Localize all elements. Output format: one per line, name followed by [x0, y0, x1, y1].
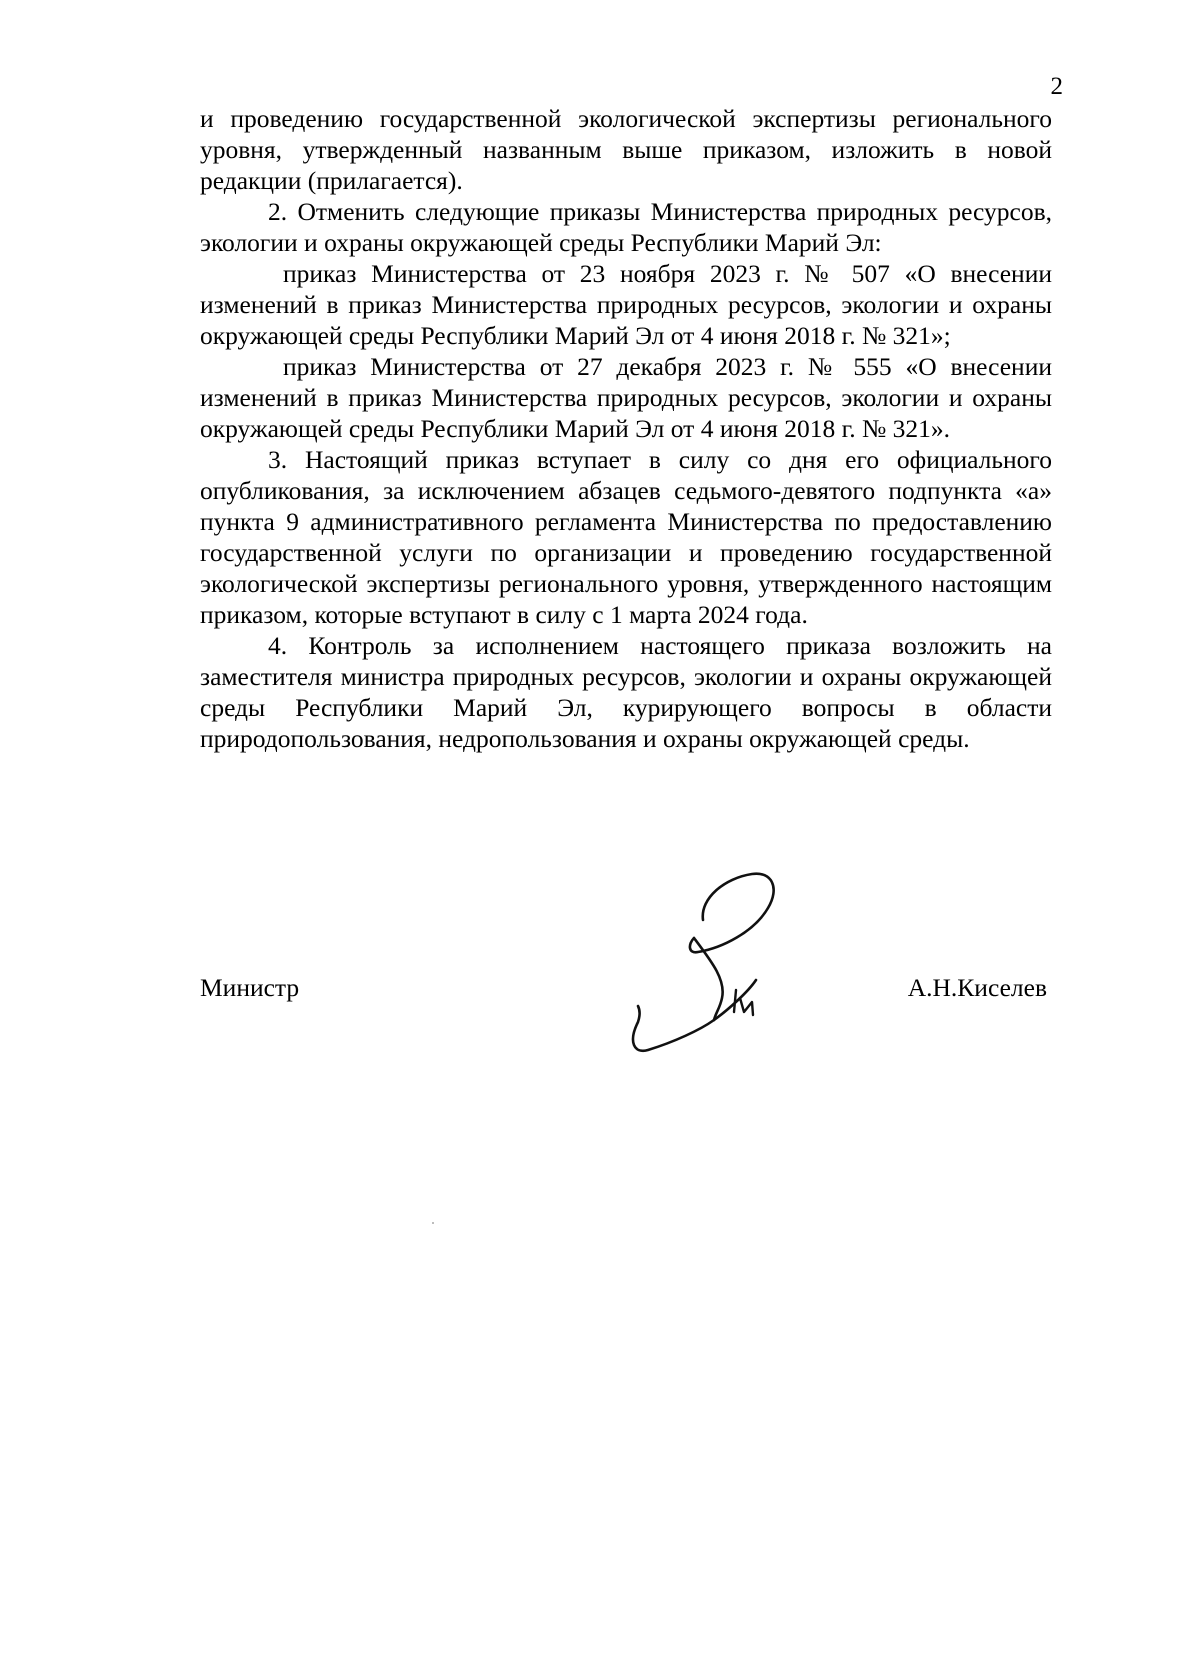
- paragraph-item-3: 3. Настоящий приказ вступает в силу со дня его официального опубликования, за исключением абзацев седьмого-девятого подпункта «а» пункта 9 административного регламента Министерства по предоставлению государственной услуги по организации и проведению государственной экологической экспертизы регионального уровня, утвержденного настоящим приказом, которые вступают в силу с 1 марта 2024 года.: [200, 445, 1052, 629]
- paragraph-item-2: 2. Отменить следующие приказы Министерства природных ресурсов, экологии и охраны окружающей среды Республики Марий Эл:: [200, 197, 1052, 257]
- document-body: [200, 103, 1052, 754]
- paragraph-item-4: 4. Контроль за исполнением настоящего приказа возложить на заместителя министра природных ресурсов, экологии и охраны окружающей среды Республики Марий Эл, курирующего вопросы в области природопользования, недропользования и охраны окружающей среды.: [200, 631, 1052, 753]
- paragraph-repealed-order-555: приказ Министерства от 27 декабря 2023 г. № 555 «О внесении изменений в приказ Министерства природных ресурсов, экологии и охраны окружающей среды Республики Марий Эл от 4 июня 2018 г. № 321».: [200, 352, 1052, 443]
- paragraph-repealed-order-507: приказ Министерства от 23 ноября 2023 г. № 507 «О внесении изменений в приказ Министерства природных ресурсов, экологии и охраны окружающей среды Республики Марий Эл от 4 июня 2018 г. № 321»;: [200, 259, 1052, 350]
- scan-speck: [432, 1222, 434, 1224]
- signature-block: [200, 960, 1052, 1080]
- signer-name: А.Н.Киселев: [907, 973, 1047, 1002]
- page-number: 2: [1050, 73, 1063, 100]
- paragraph-continuation: и проведению государственной экологической экспертизы регионального уровня, утвержденный названным выше приказом, изложить в новой редакции (прилагается).: [200, 104, 1052, 195]
- signer-title: Министр: [200, 973, 300, 1002]
